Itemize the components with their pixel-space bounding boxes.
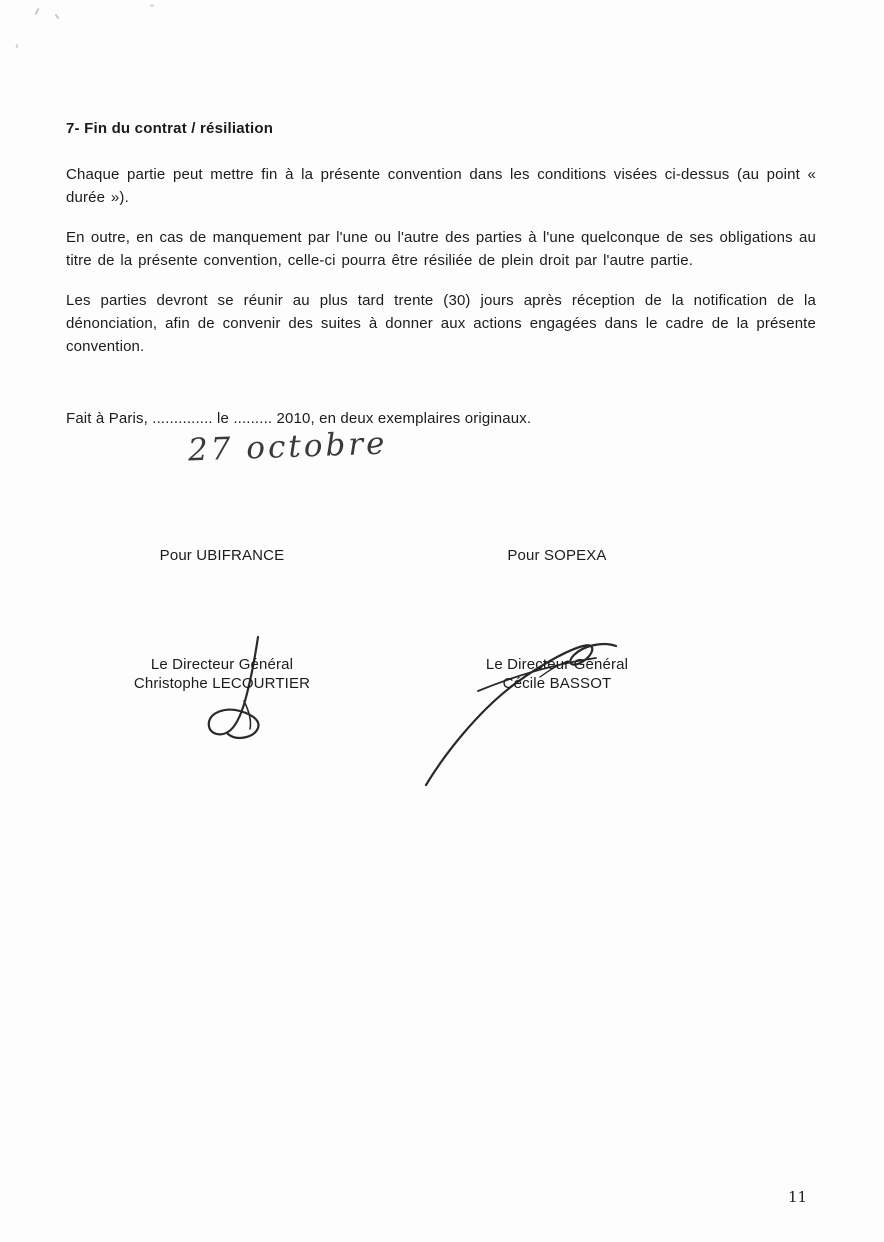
page-number: 11	[788, 1188, 808, 1206]
section-heading: 7- Fin du contrat / résiliation	[66, 120, 274, 137]
scan-artifact	[16, 44, 19, 48]
signatory-right	[422, 655, 692, 693]
scan-artifact	[55, 14, 60, 19]
scan-artifact	[150, 4, 154, 7]
signature-block-sopexa	[422, 547, 692, 693]
scan-artifact	[34, 8, 39, 15]
party-label-ubifrance: Pour UBIFRANCE	[159, 547, 285, 564]
paragraph-termination: Chaque partie peut mettre fin à la présente convention dans les conditions visées ci-dessus (au point « durée »).	[66, 166, 816, 206]
signatory-left	[92, 655, 352, 693]
document-body	[66, 120, 816, 469]
signatory-name-right: Cécile BASSOT	[502, 675, 612, 692]
signing-date-line: Fait à Paris, .............. le ......... 2010, en deux exemplaires originaux.	[66, 410, 532, 427]
signatory-title-right: Le Directeur Général	[485, 656, 629, 673]
paragraph-breach: En outre, en cas de manquement par l'une ou l'autre des parties à l'une quelconque de ses obligations au titre de la présente convention, celle-ci pourra être résiliée de plein droit par l'autre partie.	[66, 229, 816, 269]
paragraph-meeting: Les parties devront se réunir au plus tard trente (30) jours après réception de la notification de la dénonciation, afin de convenir des suites à donner aux actions engagées dans le cadre de la présente convention.	[66, 292, 816, 355]
party-label-sopexa: Pour SOPEXA	[507, 547, 607, 564]
signatory-title-left: Le Directeur Général	[150, 656, 294, 673]
signature-block-ubifrance	[92, 547, 352, 693]
signatory-name-left: Christophe LECOURTIER	[133, 675, 311, 692]
handwritten-date: 27 octobre	[187, 425, 389, 469]
